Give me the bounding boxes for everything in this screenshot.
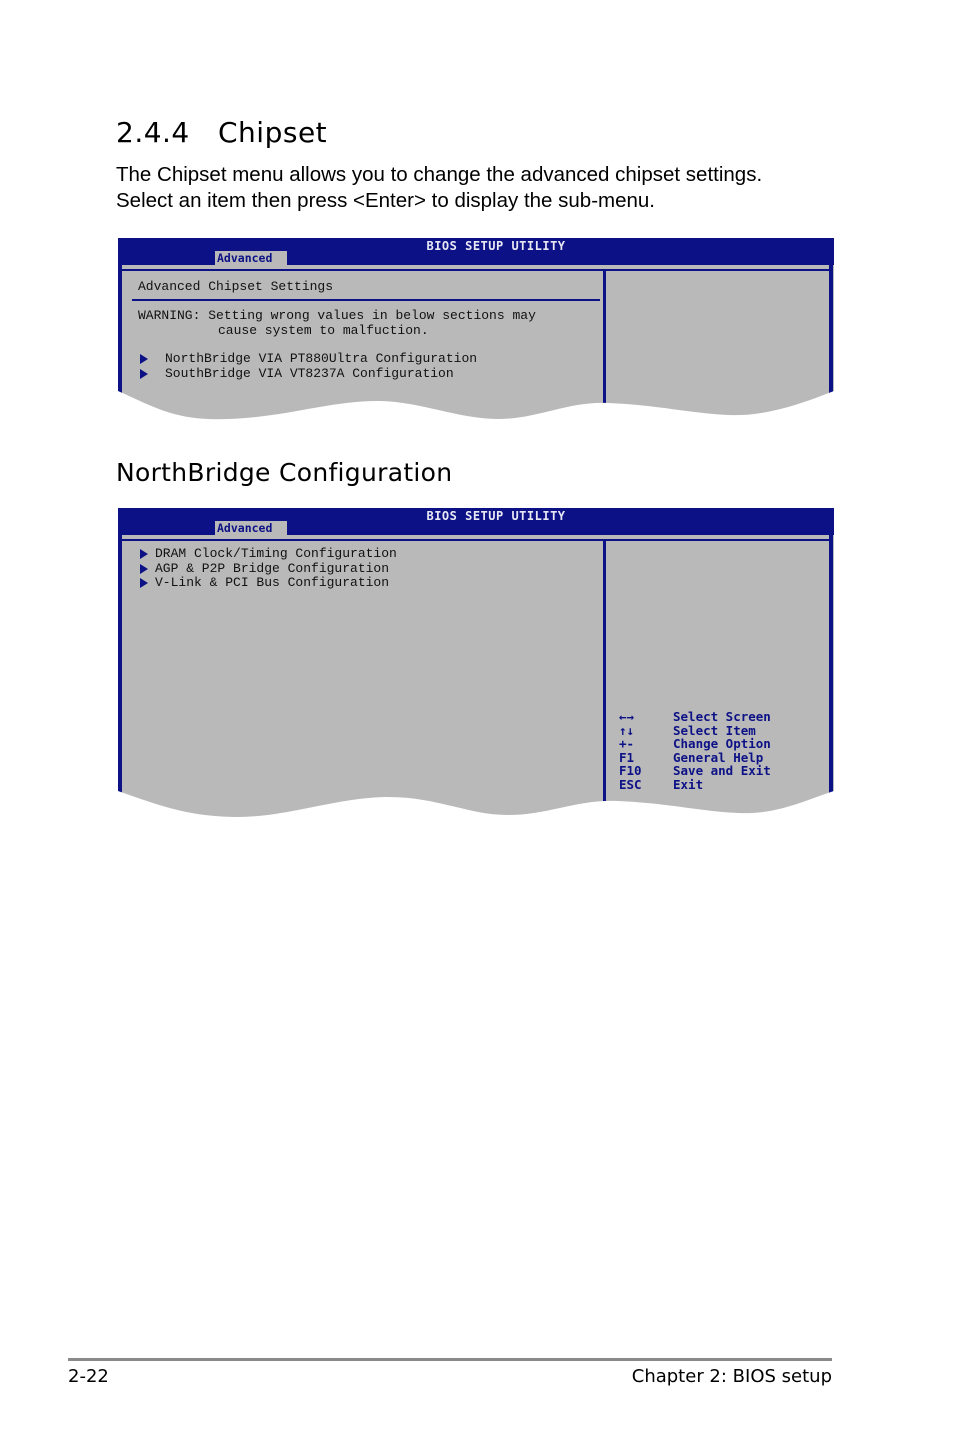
- menu-item-label: SouthBridge VIA VT8237A Configuration: [165, 365, 454, 381]
- bios-screen-northbridge: [118, 508, 834, 820]
- submenu-arrow-icon: [140, 549, 148, 559]
- menu-item-label: AGP & P2P Bridge Configuration: [155, 560, 390, 576]
- key-help-row: [619, 778, 771, 792]
- bios-panel-divider: [603, 541, 606, 820]
- footer-rule: [68, 1358, 832, 1361]
- key-help-row: [619, 751, 771, 765]
- key-help-action: General Help: [673, 749, 764, 765]
- key-help-key: ↑↓: [619, 722, 635, 738]
- key-help-action: Exit: [673, 776, 704, 792]
- section-heading: [116, 116, 327, 149]
- section-number: 2.4.4: [116, 116, 190, 149]
- key-help-key: F10: [619, 763, 642, 778]
- bios-warning-line-1: WARNING: Setting wrong values in below sections may: [138, 308, 536, 323]
- key-help-panel: [619, 710, 771, 791]
- key-help-row: [619, 724, 771, 738]
- submenu-arrow-icon: [140, 354, 148, 364]
- bios-title-bar: [118, 238, 834, 265]
- submenu-arrow-icon: [140, 369, 148, 379]
- intro-line-1: The Chipset menu allows you to change the advanced chipset settings.: [116, 163, 763, 186]
- submenu-arrow-icon: [140, 564, 148, 574]
- bios-frame: [118, 535, 122, 820]
- key-help-key: ESC: [619, 776, 642, 792]
- bios-frame: [122, 269, 829, 271]
- key-help-row: [619, 710, 771, 724]
- torn-edge: [118, 791, 834, 820]
- chapter-title: Chapter 2: BIOS setup: [631, 1366, 832, 1387]
- menu-item-label: NorthBridge VIA PT880Ultra Configuration: [165, 351, 478, 366]
- key-help-row: [619, 737, 771, 751]
- menu-item-vlink-pci[interactable]: [138, 575, 390, 652]
- key-help-action: Change Option: [673, 736, 771, 751]
- key-help-action: Select Item: [673, 722, 756, 738]
- northbridge-heading: NorthBridge Configuration: [116, 458, 453, 487]
- key-help-key: F1: [619, 749, 635, 765]
- key-help-action: Select Screen: [673, 709, 771, 724]
- key-help-key: ←→: [619, 709, 635, 724]
- bios-subtitle-underline: [132, 299, 600, 301]
- bios-screen-chipset: [118, 238, 834, 423]
- bios-title: BIOS SETUP UTILITY: [426, 239, 566, 253]
- bios-title: BIOS SETUP UTILITY: [426, 509, 566, 523]
- key-help-action: Save and Exit: [673, 763, 771, 778]
- bios-title-bar: [118, 508, 834, 535]
- section-title: Chipset: [218, 116, 328, 149]
- bios-subtitle: Advanced Chipset Settings: [138, 279, 334, 294]
- tab-advanced[interactable]: Advanced: [215, 251, 287, 265]
- page-number: 2-22: [68, 1366, 109, 1387]
- submenu-arrow-icon: [140, 578, 148, 588]
- menu-item-label: V-Link & PCI Bus Configuration: [155, 575, 390, 590]
- intro-paragraph: [116, 162, 856, 214]
- bios-frame: [122, 539, 829, 541]
- bios-warning-line-2: cause system to malfuction.: [218, 322, 429, 338]
- menu-item-label: DRAM Clock/Timing Configuration: [155, 546, 397, 561]
- torn-edge: [118, 391, 834, 423]
- intro-line-2: Select an item then press <Enter> to display the sub-menu.: [116, 189, 655, 212]
- key-help-key: +-: [619, 736, 635, 751]
- tab-advanced[interactable]: Advanced: [215, 521, 287, 535]
- key-help-row: [619, 764, 771, 778]
- bios-frame: [829, 535, 833, 820]
